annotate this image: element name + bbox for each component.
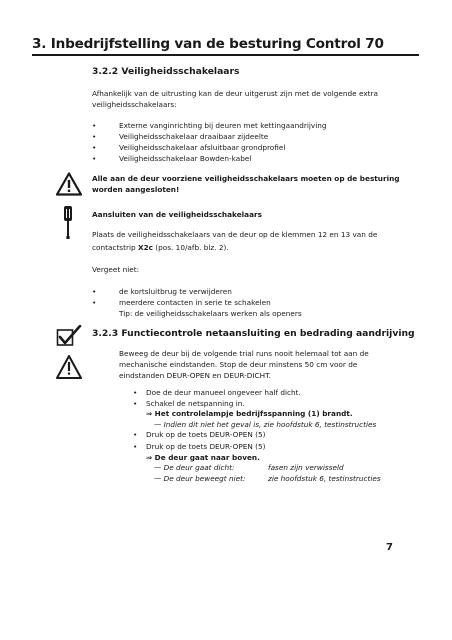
step-item (133, 442, 266, 453)
bullet-dot: • (92, 298, 97, 307)
case-label: — De deur gaat dicht: (154, 463, 235, 472)
connect-text (92, 229, 422, 253)
case-text: fasen zijn verwisseld (268, 463, 344, 472)
connect-text-a: contactstrip (92, 243, 138, 252)
list-item-text: Externe vanginrichting bij deuren met kettingaandrijving (119, 121, 327, 130)
intro-line: veiligheidsschakelaars: (92, 100, 177, 109)
list-item-text: Veiligheidsschakelaar draaibaar zijdeelte (119, 132, 269, 141)
case-label: — De deur beweegt niet: (154, 473, 246, 483)
connect-terminal: X2c (137, 243, 153, 252)
list-item-text: Veiligheidsschakelaar afsluitbaar grondprofiel (119, 143, 286, 152)
bullet-dot: • (133, 430, 138, 439)
checklist-icon (56, 325, 82, 381)
case-row (146, 473, 381, 485)
warning-line: worden aangesloten! (92, 185, 180, 194)
warning-triangle-icon (56, 172, 82, 196)
list-item (92, 142, 286, 153)
connect-heading: Aansluiten van de veiligheidsschakelaars (92, 210, 262, 219)
bullet-dot: • (92, 154, 97, 163)
page-number: 7 (386, 542, 393, 553)
intro-text-323 (119, 348, 419, 381)
step-item (133, 388, 376, 399)
case-row (146, 463, 344, 474)
screwdriver-icon (62, 205, 74, 241)
tip-text: Tip: de veiligheidsschakelaars werken als openers (119, 309, 302, 318)
forget-label: Vergeet niet: (92, 265, 140, 274)
section-heading-322: 3.2.2 Veiligheidsschakelaars (92, 66, 240, 77)
step-text: Druk op de toets DEUR-OPEN (5) (146, 442, 266, 451)
intro-line: Beweeg de deur bij de volgende trial runs nooit helemaal tot aan de (119, 349, 369, 358)
bullet-dot: • (133, 398, 138, 408)
title-rule (32, 54, 419, 56)
warning-line: Alle aan de deur voorziene veiligheidsschakelaars moeten op de besturing (92, 174, 400, 183)
section-heading-323: 3.2.3 Functiecontrole netaansluiting en bedrading aandrijving (92, 328, 415, 339)
step-text: Schakel de netspanning in. (146, 398, 245, 408)
intro-line: eindstanden DEUR-OPEN en DEUR-DICHT. (119, 371, 271, 380)
bullet-dot: • (92, 143, 97, 152)
list-item (92, 286, 232, 297)
page-title: 3. Inbedrijfstelling van de besturing Control 70 (32, 36, 384, 52)
step-list (133, 442, 381, 484)
step-text: Doe de deur manueel ongeveer half dicht. (146, 388, 301, 397)
list-item (92, 153, 252, 164)
step-result: ⇒ De deur gaat naar boven. (146, 452, 260, 462)
step-text: Druk op de toets DEUR-OPEN (5) (146, 430, 266, 439)
list-item-text: de kortsluitbrug te verwijderen (119, 287, 232, 296)
list-item (92, 131, 269, 142)
step-item (133, 430, 376, 441)
case-text: zie hoofdstuk 6, testinstructies (268, 473, 381, 483)
step-item (133, 398, 376, 410)
intro-line: mechanische eindstanden. Stop de deur minstens 50 cm voor de (119, 360, 358, 369)
list-item-text: meerdere contacten in serie te schakelen (119, 298, 271, 307)
warning-text (92, 173, 422, 195)
list-item-text: Veiligheidsschakelaar Bowden-kabel (119, 154, 252, 163)
connect-line: Plaats de veiligheidsschakelaars van de deur op de klemmen 12 en 13 van de (92, 230, 378, 239)
list-item (92, 297, 271, 308)
bullet-dot: • (133, 388, 138, 397)
intro-text-322 (92, 88, 412, 110)
step-result: ⇒ Het controlelampje bedrijfsspanning (1) brandt. (146, 409, 353, 418)
intro-line: Afhankelijk van de uitrusting kan de deur uitgerust zijn met de volgende extra (92, 89, 378, 98)
bullet-dot: • (133, 442, 138, 451)
step-note: — Indien dit niet het geval is, zie hoofdstuk 6, testinstructies (154, 419, 377, 429)
connect-text-c: (pos. 10/afb. blz. 2). (152, 243, 229, 252)
bullet-dot: • (92, 287, 97, 296)
bullet-dot: • (92, 132, 97, 141)
step-list (133, 388, 377, 441)
list-item (92, 120, 327, 131)
connect-line (92, 242, 422, 253)
bullet-dot: • (92, 121, 97, 130)
